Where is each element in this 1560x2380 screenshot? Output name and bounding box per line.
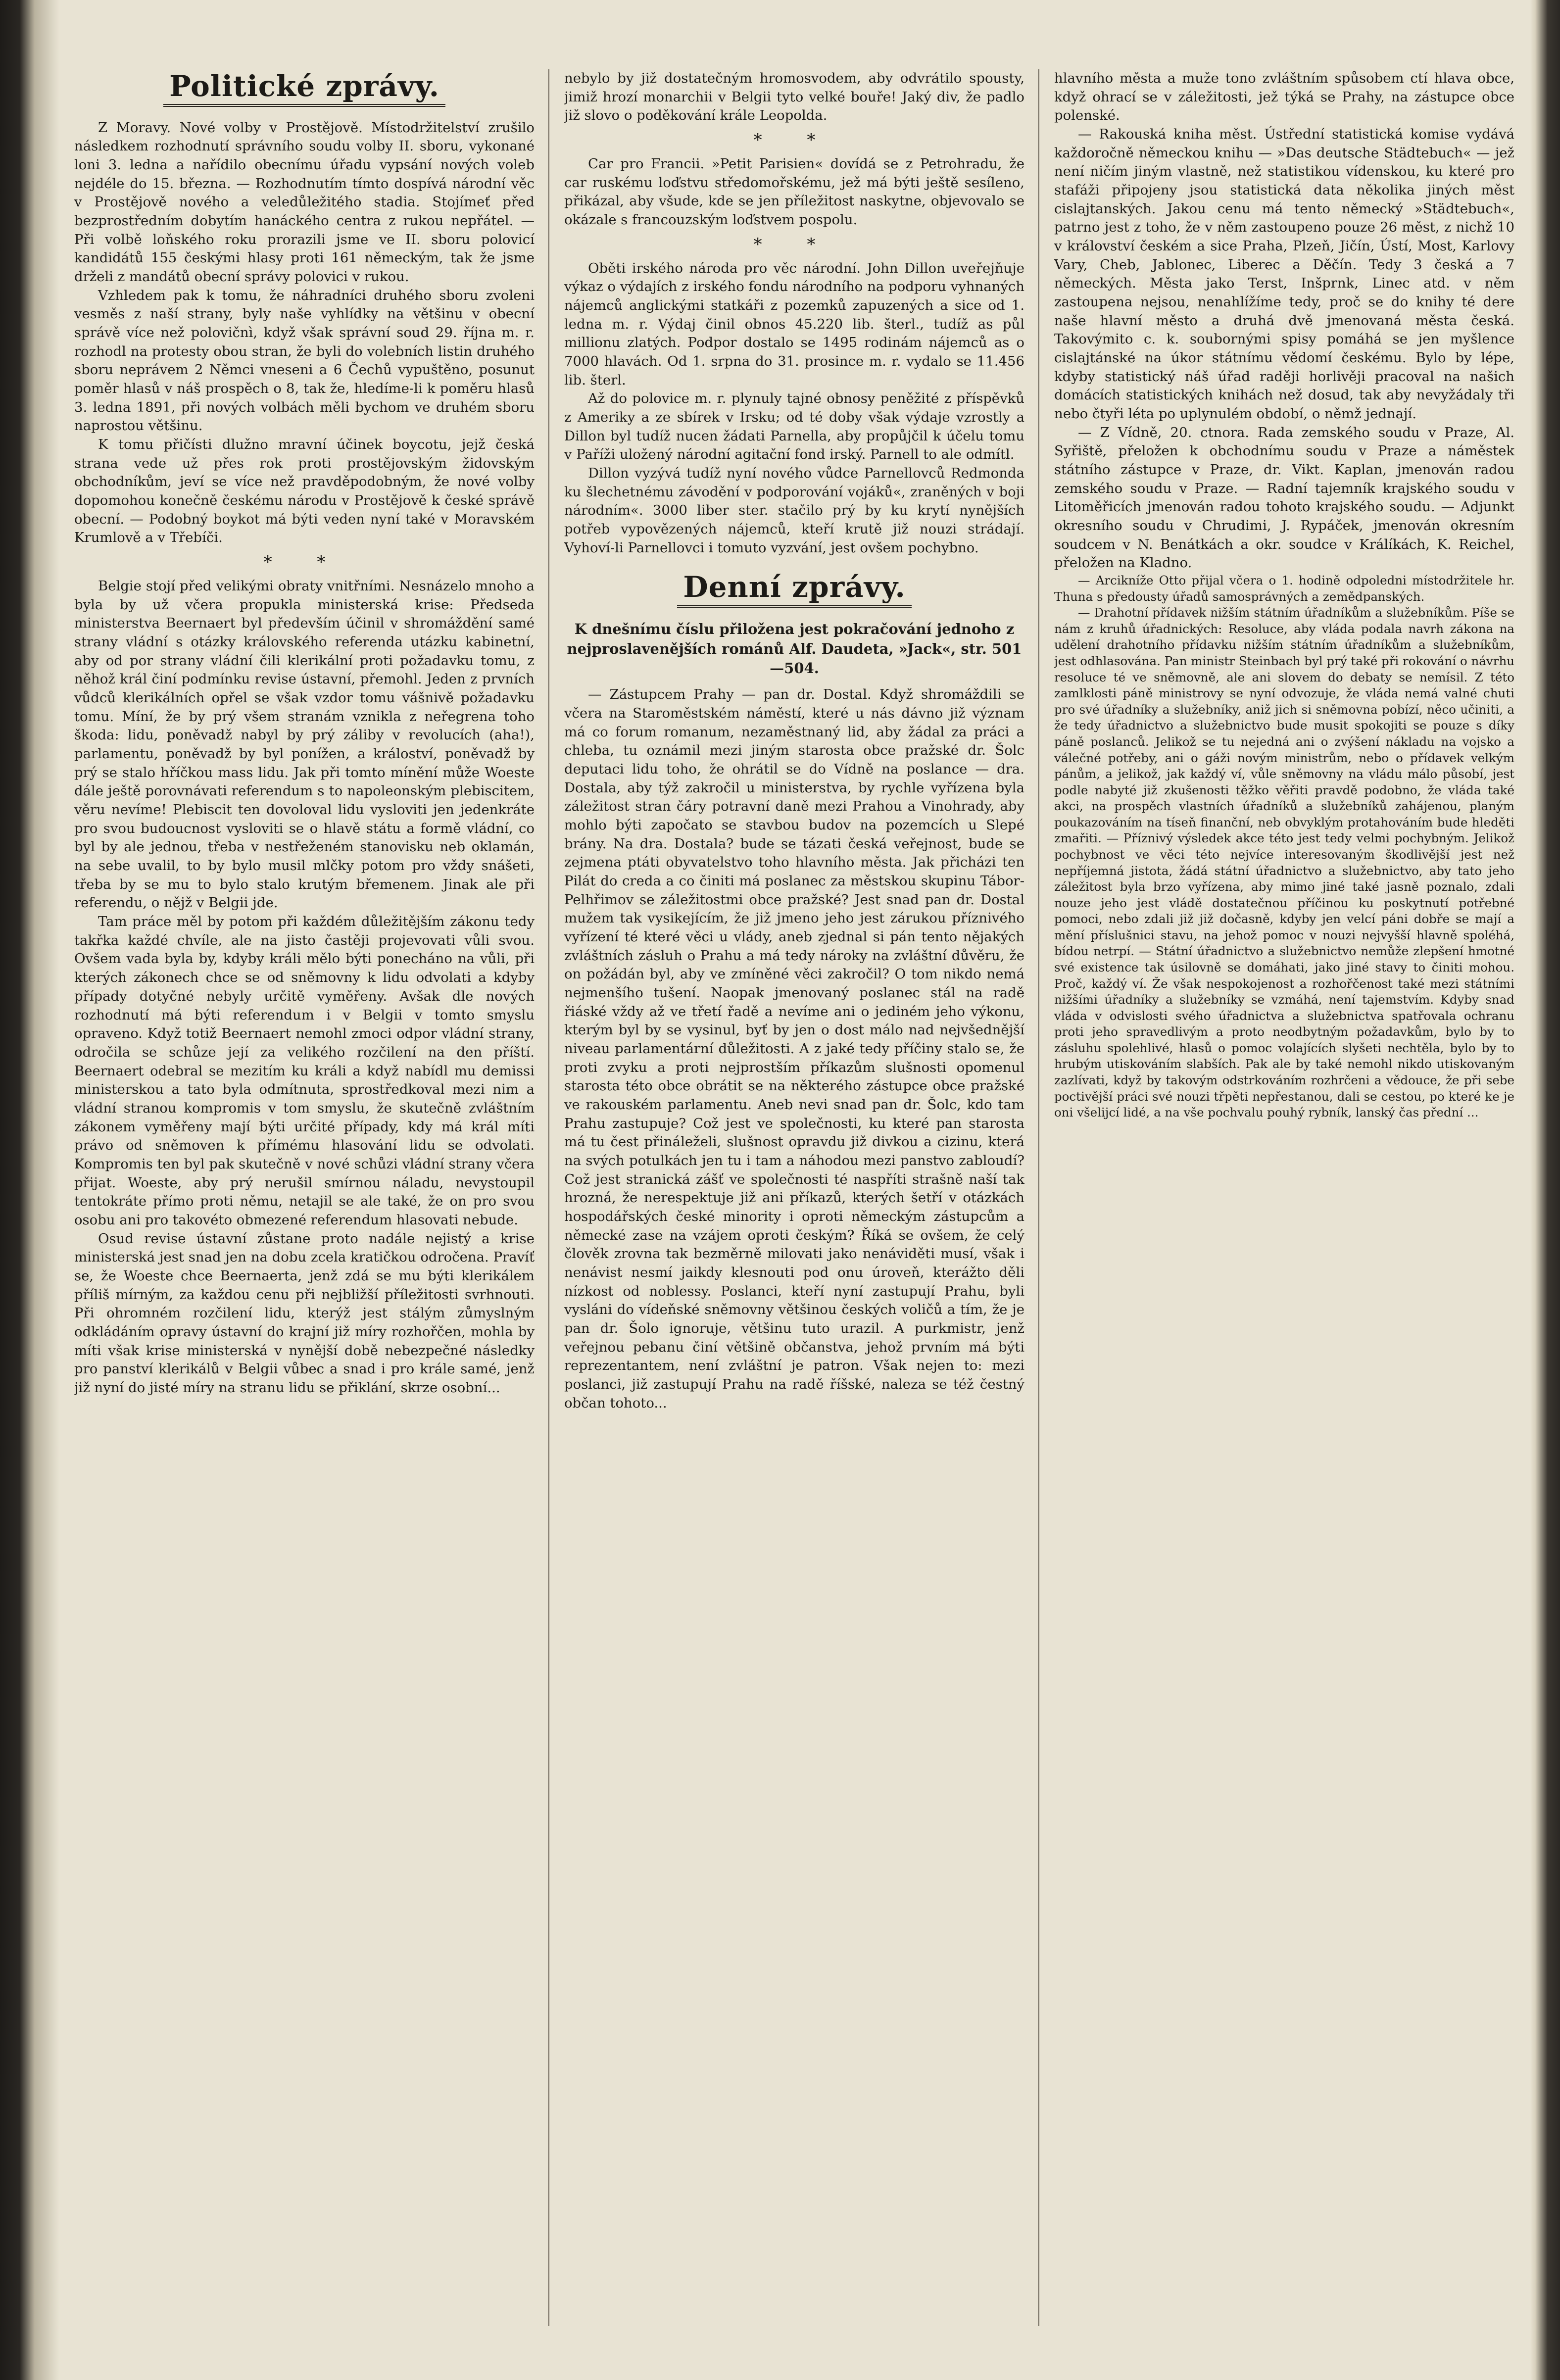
scan-edge-right	[1530, 0, 1560, 2380]
article-belgium: Belgie stojí před velikými obraty vnitřními. Nesnázelo mnoho a byla by už včera propukla ministerská krise: Předseda ministerstva Beernaert byl především účinil v shromáždění samé strany vládní s otázky královského referenda utázku kabinetní, aby od por strany vládní čili klerikální proti požadavku tomu, z něhož král činí podmínku revise ústavní, přemohl. Jeden z prvních vůdců klerikálních opřel se však vzdor tomu vášnivě požadavku tomu. Míní, že by prý všem stranám vznikla z neřegrena toho škoda: lidu, poněvadž nabyl by prý záliby v revolucích (aha!), parlamentu, poněvadž by byl ponížen, a králoství, poněvadž by prý se stalo hříčkou mass lidu. Jak při tomto mínění může Woeste dále ještě porovnávati referendum s to napoleonským plebiscitem, věru nevíme! Plebiscit ten dovoloval lidu vysloviti jen jedenkráte pro svou budoucnost vysloviti se o hlavě státu a formě vládní, co byl by ale jednou, třeba v nestřeženém stanovisku neb oklamán, na sebe uvalil, to by bylo musil mlčky potom pro vždy snášeti, třeba by se mu to bylo stalo krutým břemenem. Jinak ale při referendu, o nějž v Belgii jde.	[74, 578, 535, 911]
article-tsar-france: Car pro Francii. »Petit Parisien« dovídá se z Petrohradu, že car ruskému loďstvu středomořskému, jež má býti ještě sesíleno, přikázal, aby všude, kde se jen příležitost naskytne, objevovalo se okázale s francouzským loďstvem pospolu.	[564, 156, 1024, 228]
article-prague-representative: — Zástupcem Prahy — pan dr. Dostal. Když shromáždili se včera na Staroměstském náměstí, které u nás dávno již význam má co forum romanum, nezaměstnaný lid, aby žádal za práci a chleba, tu oznámil mezi jiným starosta obce pražské dr. Šolc deputaci lidu toho, že ohrátil se do Vídně na poslance — dra. Dostala, aby týž zakročil u ministerstva, by rychle vyřízena byla záležitost stran čáry potravní daně mezi Prahou a Vinohrady, aby mohlo býti započato se stavbou budov na pozemcích u Slepé brány. Na dra. Dostala? bude se tázati česká veřejnost, bude se zejmena ptáti obyvatelstvo toho hlavního města. Jak přicházi ten Pilát do creda a co činiti má poslanec za městskou skupinu Tábor-Pelhřimov se záležitostmi obce pražské? Jest snad pan dr. Dostal mužem tak vysikejícím, že již jmeno jeho jest zárukou příznivého vyřízení té které věci u vlády, aneb zjednal si pán tento nějakých zvláštních zásluh o Prahu a má tedy nároky na zvláštní důvěru, že on požádán byl, aby ve zmíněné věci zakročil? O tom nikdo nemá nejmenšího tušení. Naopak jmenovaný poslanec stál na radě řiáské vždy až ve třetí řadě a nevíme ani o jediném jeho výkonu, kterým byl by se vysinul, byť by jen o dost málo nad nejvšednější niveau parlamentární důležitosti. A z jaké tedy příčiny stalo se, že proti zvyku a proti nejprostším příkazům slušnosti opomenul starosta této obce obrátit se na některého zástupce obce pražské ve rakouském parlamentu. Aneb nevi snad pan dr. Šolc, kdo tam Prahu zastupuje? Což jest ve společnosti, ku které pan starosta má tu čest přináleželi, slušnost opravdu již divkou a cizinu, která na svých potulkách jen tu i tam a náhodou mezi panstvo zabloudí? Což jest stranická zášť ve společnosti té naspříti strašně naší tak hrozná, že nerespektuje již ani příkazů, kterých šetří v otázkách hospodářských české minority i oproti německým zástupcům a německé zase na vzájem oproti českým? Říká se ovšem, že celý člověk zrovna tak bezměrně milovati jako nenáviděti musí, však i nenávist nesmí jaikdy klesnouti pod onu úroveň, kterážto děli nízkost od noblessy. Poslanci, kteří nyní zastupují Prahu, byli vysláni do vídeňské sněmovny většinou českých voličů a tím, že je pan dr. Šolo ignoruje, většinu tuto urazil. A purkmistr, jenž veřejnou pebanu činí většině občanstva, jehož prvním má býti reprezentantem, není zvláštní je patron. Však nejen to: mezi poslanci, již zastupují Prahu na radě říšské, naleza se též čestný občan tohoto...	[564, 686, 1024, 1411]
column-1	[74, 69, 535, 2326]
article-moravia-boycott: K tomu přičísti dlužno mravní účinek boycotu, jejž česká strana vede už přes rok proti prostějovským židovským obchodníkům, jeví se více než pravděpodobným, že nové volby dopomohou konečně českému národu v Prostějově k české správě obecní. — Podobný boykot má býti veden nyní také v Moravském Krumlově a v Třebíči.	[74, 437, 535, 546]
article-belgium-cont: Tam práce měl by potom při každém důležitějším zákonu tedy takřka každé chvíle, ale na jisto častěji projevovati vůli svou. Ovšem vada byla by, kdyby králi mělo býti ponecháno na vůli, při kterých zákonech chce se od sněmovny k lidu odvolati a kdyby případy dotyčné nebyly určitě vyměřeny. Avšak dle nových rozhodnutí má býti referendum i v Belgii v tomto smyslu opraveno. Když totiž Beernaert nemohl zmoci odpor vládní strany, odročila se schůze její za velikého rozčilení na den příští. Beernaert odebral se mezitím ku králi a když nabídl mu demissi ministerskou a tato byla odmítnuta, sprostředkoval mezi nim a vládní stranou kompromis v tom smyslu, že skutečně zvláštním zákonem vyměřeny mají býti určité případy, kdy má král míti právo od sněmoven k přímému hlasování lidu se odvolati. Kompromis ten byl pak skutečně v nové schůzi vládní strany včera přijat. Woeste, aby prý nerušil smírnou náladu, nevystoupil tentokráte přímo proti němu, netajil se ale také, že on pro svou osobu ani pro takovéto obmezené referendum hlasovati nebude.	[74, 914, 535, 1228]
column-2	[564, 69, 1024, 2326]
column-3	[1054, 69, 1514, 2326]
article-moravia: Z Moravy. Nové volby v Prostějově. Místodržitelství zrušilo následkem rozhodnutí správního soudu volby II. sboru, vykonané loni 3. ledna a nařídilo obecnímu úřadu vypsání nových voleb nejdéle do 15. března. — Rozhodnutím tímto dospívá národní věc v Prostějově nového a veledůležitého stadia. Stojímeť před bezprostředním dobytím hanáckého centra z rukou nepřátel. — Při volbě loňského roku prorazili jsme ve II. sboru polovicí kandidátů 155 českými hlasy proti 161 německým, tak že jsme drželi z mandátů obecní správy polovici v rukou.	[74, 119, 535, 285]
article-moravia-cont: Vzhledem pak k tomu, že náhradníci druhého sboru zvoleni vesměs z naší strany, byly naše vyhlídky na většinu v obecní správě více než polovičnì, když však správní soud 29. října m. r. rozhodl na protesty obou stran, že byli do volebních listin druhého sboru neprávem 2 Němci vneseni a 6 Čechů vypuštěno, posunut poměr hlasů v náš prospěch o 8, tak že, hledíme-li k poměru hlasů 3. ledna 1891, při nových volbách měli bychom ve druhém sboru naprostou většinu.	[74, 287, 535, 434]
article-prague-representative-end: hlavního města a muže tono zvláštním spůsobem ctí hlava obce, když ohrací se v záležitosti, jež týká se Prahy, na zástupce obce polenské.	[1054, 70, 1514, 124]
article-belgium-revision: Osud revise ústavní zůstane proto nadále nejistý a krise ministerská jest snad jen na dobu zcela kratičkou odročena. Pravíť se, že Woeste chce Beernaerta, jenž zdá se mu býti klerikálem příliš mírným, za každou cenu při nejbližší příležitosti svrhnouti. Při ohromném rozčilení lidu, kterýž jest stálým zůmyslným odkládáním opravy ústavní do krajní již míry rozhořčen, mohla by míti však krise ministerská v nynější době nebezpečné následky pro panství klerikálů v Belgii vůbec a snad i pro krále samé, jenž již nyní do jisté míry na stranu lidu se přiklání, skrze osobní...	[74, 1230, 535, 1396]
article-irish-nation-dillon: Dillon vyzývá tudíž nyní nového vůdce Parnellovců Redmonda ku šlechetnému závodění v podporování vojáků«, zraněných v boji národním«. 3000 liber ster. stačilo prý by ku krytí nynějších potřeb vypovězených nájemců, kteří krutě již nouzi strádají. Vyhoví-li Parnellovci i tomuto vyzvání, jest ovšem pochybno.	[564, 465, 1024, 556]
scan-edge-left	[0, 0, 59, 2380]
section-separator: * *	[753, 130, 835, 150]
article-irish-nation-cont: Až do polovice m. r. plynuly tajné obnosy peněžité z příspěvků z Ameriky a ze sbírek v Irsku; od té doby však výdaje vzrostly a Dillon byl tudíž nucen žádati Parnella, aby propůjčil k účelu tomu v Paříži uložený národní agitační fond irský. Parnell to ale odmítl.	[564, 390, 1024, 463]
article-irish-nation: Oběti irského národa pro věc národní. John Dillon uveřejňuje výkaz o výdajích z irského fondu národního na podporu vyhnaných nájemců anglickými statkáři z pozemků zapuzených a sice od 1. ledna m. r. Výdaj činil obnos 45.220 lib. šterl., tudíž as půl millionu zlatých. Podpor dostalo se 1495 rodinám nájemců as o 7000 hlavách. Od 1. srpna do 31. prosince m. r. vydalo se 11.456 lib. šterl.	[564, 260, 1024, 388]
supplement-notice: K dnešnímu číslu přiložena jest pokračování jednoho z nejproslavenějších románů Alf. Daudeta, »Jack«, str. 501—504.	[567, 621, 1022, 677]
section-title-political-news: Politické zprávy.	[74, 69, 535, 107]
column-rule	[1038, 69, 1039, 2326]
article-belgium-end: nebylo by již dostatečným hromosvodem, aby odvrátilo spousty, jimiž hrozí monarchii v Belgii tyto velké bouře! Jaký div, že padlo již slovo o poděkování krále Leopolda.	[564, 70, 1024, 124]
section-separator: * *	[263, 552, 345, 573]
article-cost-allowance: — Drahotní přídavek nižším státním úřadníkům a služebníkům. Píše se nám z kruhů úřadnických: Resoluce, aby vláda podala navrh zákona na udělení drahotního přídavku nižším státním úřadníkům a služebníkům, jest odhlasována. Pan ministr Steinbach byl prý také při rokování o návrhu resoluce té ve sněmovně, ale ani slovem do debaty se nemísil. Z této zamlklosti páně ministrovy se nyní odvozuje, že vláda nemá valné chuti pro své úřadníky a služebníky, aniž jich si sněmovna pobízí, něco učiniti, a že tedy úřadnictvo a služebnictvo bude musit spokojiti se pouze s díky páně poslanců. Jelikož se tu nejedná ani o zvýšení nákladu na vojsko a válečné potřeby, ani o gáži novým ministrům, nebo o přídavek velkým pánům, a jelikož, jak každý ví, vůle sněmovny na vládu málo působí, jest podle nabyté již zkušenosti těžko věřiti pravdě podobno, že vláda také akci, na prospěch vlastních úřadníků a služebníků zahájenou, planým poukazováním na tíseň finanční, neb obvyklým protahováním bude hleděti zmařiti. — Příznivý výsledek akce této jest tedy velmi pochybným. Jelikož pochybnost ve věci této nejvíce interesovaným škodlivější jest než nepříjemná jistota, žádá státní úřadnictvo a služebnictvo, aby tato jeho záležitost byla brzo vyřízena, aby mimo jiné také jasně poznalo, zdali nouze jeho jest vládě dostatečnou příčinou ku poskytnutí potřebné pomoci, nebo zdali již již dočasně, kdyby jen velcí páni dobře se mají a mění příslušnici stavu, na jehož pomoc v nouzi nejvyšší hlavně spoléhá, bídou netrpí. — Státní úřadnictvo a služebnictvo nemůže zlepšení hmotné své existence tak úsilovně se domáhati, jako jiné stavy to činiti mohou. Proč, každý ví. Že však nespokojenost a rozhořčenost také mezi státními nižšími úřadníky a služebníky se vzmáhá, není tajemstvím. Kdyby snad vláda v odvislosti svého úřadnictva a služebnictva spatřovala ochranu proti jeho spravedlivým a proto neodbytným požadavkům, bylo by to zásluhu spolehlivé, hlasů o pomoc volajících slyšeti nechtěla, bylo by to hrubým utiskováním slabších. Pak ale by také nemohl nikdo utiskovaným zazlívati, když by takovým odstrkováním rozhrčeni a vědouce, že při sebe poctivější práci své nouzi třpěti nepřestanou, dali se cestou, po které ke je oni všelijcí lidé, a na vše pochvalu pouhý rybník, lanský čas přední ...	[1054, 605, 1514, 1120]
article-city-book: — Rakouská kniha měst. Ústřední statistická komise vydává každoročně německou knihu — »Das deutsche Städtebuch« — jež není ničím jiným vlastně, než statistikou vídenskou, ku které pro stafáži připojeny jsou statistická data několika jiných měst cislajtanských. Jakou cenu má tento německý »Städtebuch«, patrno jest z toho, že v něm zastoupeno pouze 26 měst, z nichž 10 v království českém a sice Praha, Plzeň, Jičín, Ústí, Most, Karlovy Vary, Cheb, Jablonec, Liberec a Děčín. Tedy 3 česká a 7 německých. Města jako Terst, Inšprnk, Linec atd. v něm zastoupena nejsou, nenahlížíme tedy, proč se do knihy té dere naše hlavní město a druhá dvě jmenovaná města česká. Takovýmito c. k. soubornými spisy pomáhá se jen myšlence cislajtánské na úkor státnímu vědomí českému. Bylo by lépe, kdyby statistický náš úřad raději horlivěji pracoval na našich domácích statistických knihách než dosud, tak aby nevyžádaly tři nebo čtyři léta po uplynulém období, o němž jednají.	[1054, 126, 1514, 422]
article-from-vienna: — Z Vídně, 20. ctnora. Rada zemského soudu v Praze, Al. Syřiště, přeložen k obchodnímu soudu v Praze a náměstek státního zástupce v Praze, dr. Vikt. Kaplan, jmenován radou zemského soudu v Praze. — Radní tajemník krajského soudu v Litoměřicích jmenován radou tohoto krajského soudu. — Adjunkt okresního soudu v Chrudimi, J. Rypáček, jmenován okresním soudcem v N. Benátkách a okr. soudce v Králíkách, K. Reichel, přeložen na Kladno.	[1054, 424, 1514, 571]
section-title-daily-news: Denní zprávy.	[564, 570, 1024, 608]
newspaper-page	[74, 69, 1514, 2346]
column-rule	[548, 69, 549, 2326]
section-separator: * *	[753, 234, 835, 254]
article-archduke-otto: — Arcikníže Otto přijal včera o 1. hodině odpoledni místodržitele hr. Thuna s předousty úřadů samosprávných a zemědpanských.	[1054, 573, 1514, 604]
